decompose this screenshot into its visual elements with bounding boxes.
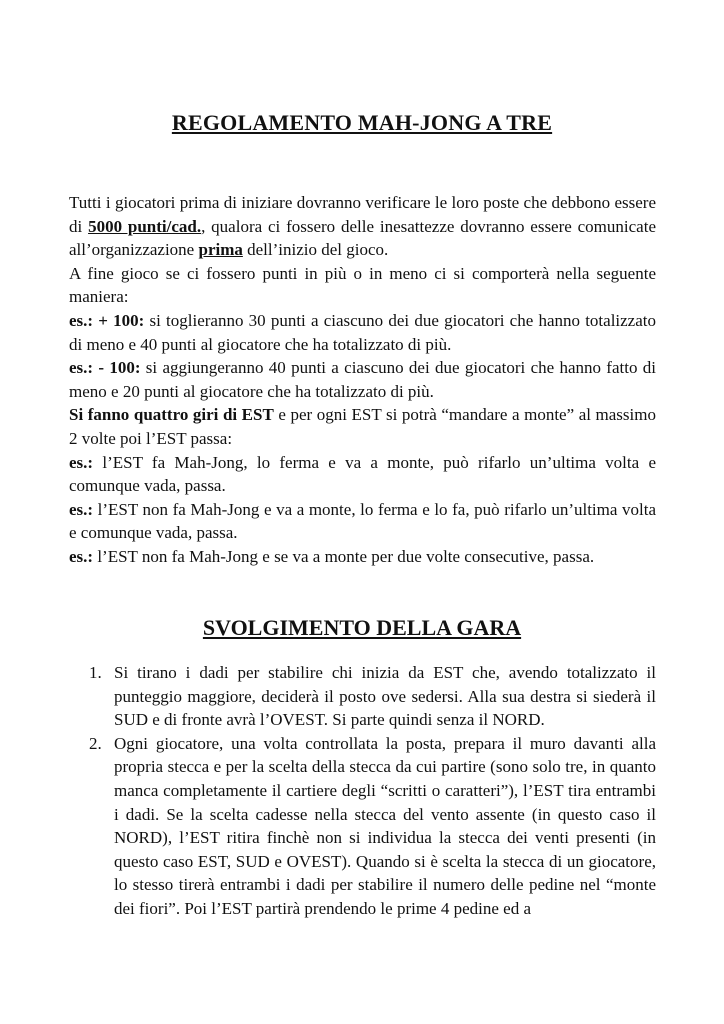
intro-text-e: dell’inizio del gioco. (242, 240, 389, 260)
example-east-2 (69, 498, 656, 545)
example-label: es.: - 100: (69, 358, 141, 378)
list-number: 2. (89, 733, 102, 753)
example-text: si toglieranno 30 punti a ciascuno dei due giocatori che hanno totalizzato di meno e 40 punti al giocatore che ha totalizzato di più. (69, 310, 656, 354)
list-number: 1. (89, 663, 102, 682)
rounds-paragraph (69, 403, 656, 450)
example-label: es.: (69, 499, 94, 519)
example-text: l’EST non fa Mah-Jong e va a monte, lo ferma e lo fa, può rifarlo un’ultima volta e comunque vada, passa. (69, 499, 656, 543)
intro-section (69, 191, 656, 569)
example-label: es.: + 100: (69, 310, 145, 330)
example-east-3 (69, 545, 656, 569)
intro-text-c: , qualora ci fossero delle inesattezze dovranno essere comunicate all’organizzazione (69, 216, 656, 260)
list-item (83, 661, 656, 732)
intro-text-a: Tutti i giocatori prima di iniziare dovranno verificare le loro poste che debbono essere di (69, 193, 656, 236)
rounds-text: e per ogni EST si potrà “mandare a monte” al massimo 2 volte poi l’EST passa: (69, 405, 656, 448)
section-title: SVOLGIMENTO DELLA GARA (202, 615, 522, 640)
intro-paragraph (69, 191, 656, 262)
example-minus-100 (69, 356, 656, 403)
list-item (83, 732, 656, 921)
example-text: l’EST non fa Mah-Jong e se va a monte per due volte consecutive, passa. (93, 546, 595, 566)
example-text: si aggiungeranno 40 punti a ciascuno dei due giocatori che hanno fatto di meno e 20 punti al giocatore che ha totalizzato di più. (69, 358, 656, 401)
points-amount: 5000 punti/cad. (88, 216, 202, 236)
example-label: es.: (69, 452, 94, 472)
before-emphasis: prima (198, 240, 243, 260)
procedure-list (83, 661, 656, 921)
rounds-emphasis: Si fanno quattro giri di EST (69, 405, 274, 425)
document-title: REGOLAMENTO MAH-JONG A TRE (171, 110, 553, 135)
example-east-1 (69, 451, 656, 498)
example-text: l’EST fa Mah-Jong, lo ferma e va a monte, può rifarlo un’ultima volta e comunque vada, passa. (69, 452, 656, 496)
example-label: es.: (69, 546, 94, 566)
list-text: Si tirano i dadi per stabilire chi inizia da EST che, avendo totalizzato il punteggio maggiore, deciderà il posto ove sedersi. Alla sua destra si siederà il SUD e di fronte avrà l’OVEST. Si parte quindi senza il NORD. (114, 663, 656, 730)
end-game-paragraph: A fine gioco se ci fossero punti in più o in meno ci si comporterà nella seguente maniera: (69, 263, 656, 307)
list-text: Ogni giocatore, una volta controllata la posta, prepara il muro davanti alla propria stecca e per la scelta della stecca da cui partire (sono solo tre, in quanto manca completamente il cartiere degli “scritti o caratteri”), l’EST tira entrambi i dadi. Se la scelta cadesse nella stecca del vento assente (in questo caso il NORD), l’EST ritira finchè non si individua la stecca dei venti presenti (in questo caso EST, SUD e OVEST). Quando si è scelta la stecca di un giocatore, lo stesso tirerà entrambi i dadi per stabilire il numero delle pedine nel “monte dei fiori”. Poi l’EST partirà prendendo le prime 4 pedine ed a (114, 733, 656, 918)
example-plus-100 (69, 309, 656, 356)
